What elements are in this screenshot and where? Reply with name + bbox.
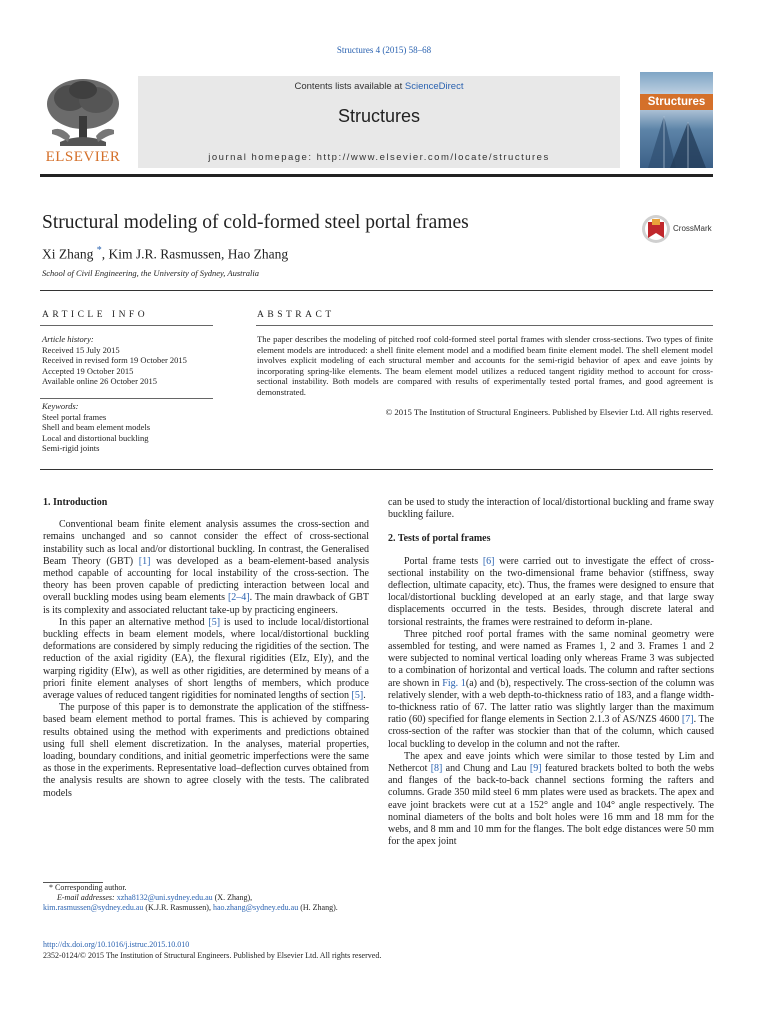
history-item: Received 15 July 2015 (42, 344, 120, 355)
affiliation: School of Civil Engineering, the University of Sydney, Australia (42, 268, 260, 278)
cover-building-icon (640, 72, 713, 168)
keyword-item: Steel portal frames (42, 411, 107, 422)
corresponding-mark-link[interactable]: * (96, 245, 102, 256)
text: was developed as a beam-element-based analysis method capable of accounting for local instability of the cross-section. The theory has been proven capable of predicting interaction between local and overall buckling modes using beam elements (43, 555, 369, 604)
keywords (42, 401, 217, 454)
reference-link[interactable]: [5] (208, 616, 221, 628)
body-column-left (43, 497, 369, 800)
doi-link[interactable]: http://dx.doi.org/10.1016/j.istruc.2015.10.010 (43, 940, 190, 949)
footnote (43, 883, 373, 913)
email-owner: (K.J.R. Rasmussen), (143, 903, 213, 912)
author-others: , Kim J.R. Rasmussen, Hao Zhang (101, 246, 289, 262)
text: featured brackets bolted to both the webs and flanges of the back-to-back channel sections forming the rafters and columns. Grade 350 mild steel 6 mm plates were used as brackets. The apex and eave joint brackets were cut at a 152° angle and 104° angle respectively. The nominal diameters of the bolts and bolt holes were 16 mm and 18 mm for the webs, and 8 mm and 10 mm for the flanges. The bolt edge distances were 50 mm for the apex joint (388, 763, 714, 848)
divider (40, 469, 713, 470)
reference-link[interactable]: [5] (351, 690, 364, 702)
cover-title: Structures (640, 94, 713, 110)
history-title: Article history: (42, 334, 94, 344)
text: . The main drawback of GBT is its complexity and associated reluctant take-up by practicing engineers. (43, 592, 370, 616)
corresponding-author-note: * Corresponding author. (49, 883, 127, 892)
body-column-right (388, 497, 714, 848)
text: . The cross-section of the rafter was stockier than that of the column, which caused local buckling to develop in the column and not the rafter. (388, 714, 714, 750)
text: In this paper an alternative method (59, 616, 209, 628)
email-owner: (X. Zhang), (212, 893, 253, 902)
paragraph: The purpose of this paper is to demonstrate the application of the stiffness-based beam element method to portal frames. This is achieved by comparing results obtained using the method with experiments and predictions obtained using full shell element discretization. In the analyses, material properties, loading, boundary conditions, and initial geometric imperfections were the same as those in the experiments. Representative load–deflection curves obtained from the analysis results are shown to agree closely with the tests. The calibrated models (43, 702, 369, 799)
text: (a) and (b), respectively. The cross-section of the column was relatively slender, with a web depth-to-thickness ratio of 183, and a flange width-to-thickness ratio of 67. The latter ratio was slightly larger than the maximum ratio (60) specified for flange elements in Section 2.1.3 of AS/NZS 4600 (388, 677, 714, 726)
header-rule (40, 174, 713, 177)
crossmark-button[interactable] (641, 214, 716, 246)
paragraph (43, 519, 369, 617)
text: is used to include local/distortional buckling effects in beam element models, where local/distortional buckling deformations are considered by simply reducing the rigidities of the section. The reduction of the axial rigidity (EA), the flexural rigidities (EIz, EIy), and the warping rigidity (EIw), as well as other rigidities, are determined by means of a priori finite element analyses of short lengths of members, which produce average values of reduced tangent rigidities for nominated lengths of section (43, 616, 369, 702)
email-line (43, 893, 373, 903)
email-link[interactable]: hao.zhang@sydney.edu.au (212, 903, 299, 912)
paragraph (388, 556, 714, 629)
figure-link[interactable]: Fig. 1 (442, 677, 466, 689)
journal-citation[interactable]: Structures 4 (2015) 58–68 (336, 45, 432, 55)
reference-link[interactable]: [9] (529, 763, 542, 775)
history-item: Available online 26 October 2015 (42, 376, 158, 386)
issn-line: 2352-0124/© 2015 The Institution of Structural Engineers. Published by Elsevier Ltd. All rights reserved. (43, 950, 382, 960)
contents-prefix: Contents lists available at (294, 81, 405, 92)
abstract-text: The paper describes the modeling of pitched roof cold-formed steel portal frames with slender cross-sections. Two types of finite element models are introduced: a shell finite element model and a modified beam finite element model. The shell element model involves explicit modeling of each structural member and accounts for the semi-rigid behavior of apex and eave joints by incorporating spring-like elements. The beam element model utilizes a reduced tangent rigidity method to account for cross-sectional instability. Both models are compared with results of experimentally tested portal frames, and good agreement is demonstrated. (257, 334, 713, 397)
email-line (43, 903, 373, 913)
elsevier-logo (40, 76, 126, 168)
email-owner: (H. Zhang). (298, 903, 338, 912)
journal-banner (138, 76, 620, 168)
journal-homepage[interactable]: journal homepage: http://www.elsevier.com/locate/structures (208, 152, 550, 163)
reference-link[interactable]: [1] (138, 555, 151, 567)
email-label: E-mail addresses: (57, 893, 117, 902)
divider (40, 325, 213, 326)
history-item: Received in revised form 19 October 2015 (42, 355, 187, 365)
abstract-heading: ABSTRACT (257, 310, 335, 320)
reference-link[interactable]: [2–4] (227, 592, 250, 604)
crossmark-icon (641, 214, 671, 244)
sciencedirect-link[interactable]: ScienceDirect (404, 81, 464, 92)
section-heading-tests: 2. Tests of portal frames (388, 533, 491, 545)
authors (42, 245, 288, 263)
email-link[interactable]: kim.rasmussen@sydney.edu.au (43, 903, 144, 912)
text: The apex and eave joints which were similar to those tested by Lim and Nethercot (388, 750, 714, 775)
article-title: Structural modeling of cold-formed steel portal frames (42, 212, 469, 233)
reference-link[interactable]: [7] (681, 714, 694, 726)
keywords-title: Keywords: (42, 401, 79, 411)
article-history (42, 334, 217, 387)
keyword-item: Semi-rigid joints (42, 443, 100, 453)
email-link[interactable]: xzha8132@uni.sydney.edu.au (116, 893, 213, 902)
text: Three pitched roof portal frames with the same nominal geometry were assembled for testing, and were named as Frames 1, 2 and 3. Frames 1 and 2 were subjected to nominal vertical loading only whereas Frame 3 was subjected to a combination of horizontal and vertical loads. The column and rafter sections are shown in (388, 628, 714, 689)
author-first: Xi Zhang (42, 246, 94, 262)
text: were carried out to investigate the effect of cross-sectional instability on the two-dimensional frame behavior (stiffness, sway deflection, ultimate capacity, etc). Thus, the frames were designed to ensure that local/distortional buckling developed at an early stage, and that large sway displacements occurred in the tests. Besides, through discrete lateral and torsional restraints, the frames were restrained to deform in-plane. (388, 555, 715, 628)
contents-line (138, 81, 620, 92)
text: and Chung and Lau (442, 763, 530, 775)
reference-link[interactable]: [8] (430, 763, 443, 775)
paragraph (43, 617, 369, 702)
keyword-item: Shell and beam element models (42, 422, 151, 432)
history-item: Accepted 19 October 2015 (42, 365, 134, 376)
footer (43, 940, 381, 961)
text: Portal frame tests (404, 555, 483, 567)
elsevier-wordmark: ELSEVIER (45, 149, 121, 165)
abstract-copyright: © 2015 The Institution of Structural Engineers. Published by Elsevier Ltd. All rights reserved. (385, 407, 713, 417)
journal-cover-image (640, 72, 713, 168)
article-info-heading: ARTICLE INFO (42, 310, 149, 320)
paragraph (388, 751, 714, 849)
divider (40, 290, 713, 291)
section-heading-introduction: 1. Introduction (43, 497, 108, 508)
crossmark-label: CrossMark (673, 224, 712, 233)
text: Conventional beam finite element analysis assumes the cross-section and remains unchanged and so cannot consider the effect of cross-sectional instability such as local and/or distortional buckling. In contrast, the Generalised Beam Theory (GBT) (43, 519, 369, 567)
divider (40, 398, 213, 399)
keyword-item: Local and distortional buckling (42, 432, 149, 443)
paragraph-continued: can be used to study the interaction of local/distortional buckling and frame sway buckling failure. (388, 497, 714, 521)
reference-link[interactable]: [6] (482, 555, 495, 567)
text: . (363, 690, 366, 702)
paragraph (388, 629, 714, 751)
journal-name: Structures (337, 106, 421, 126)
divider (256, 325, 713, 326)
